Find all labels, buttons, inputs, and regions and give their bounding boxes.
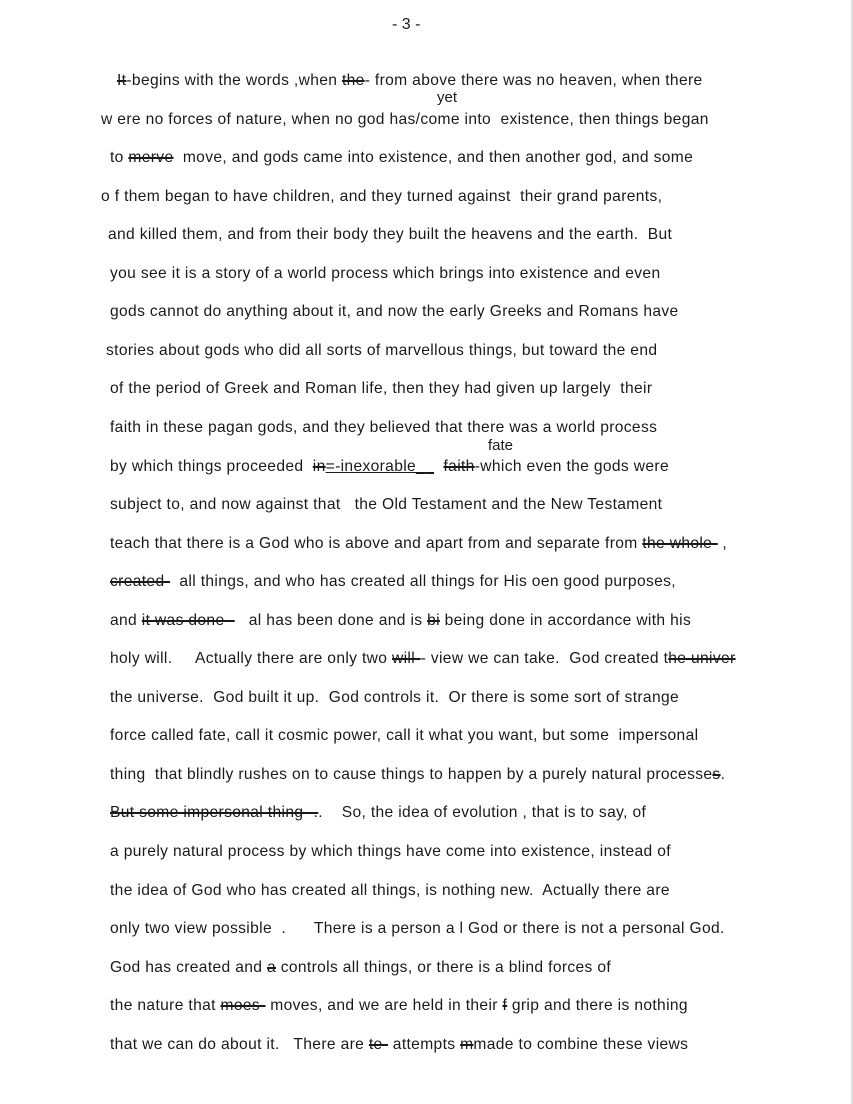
- struck-out-text: bi: [427, 611, 440, 629]
- text-segment: force called fate, call it cosmic power, call it what you want, but some impersonal: [110, 727, 699, 745]
- text-segment: . So, the idea of evolution , that is to say, of: [318, 804, 647, 822]
- text-line: [110, 804, 646, 822]
- text-line: [110, 997, 688, 1015]
- text-segment: to: [110, 149, 129, 167]
- struck-out-text: a: [266, 958, 277, 976]
- text-line: [110, 882, 670, 900]
- text-segment: al has been done and is: [234, 611, 428, 629]
- text-segment: holy will. Actually there are only two: [110, 650, 392, 668]
- struck-out-text: created-: [110, 573, 171, 591]
- interlinear-insertion-fate: fate: [488, 437, 514, 454]
- struck-out-text: merve: [128, 149, 174, 167]
- text-segment: gods cannot do anything about it, and now the early Greeks and Romans have: [110, 303, 679, 321]
- text-segment: the universe. God built it up. God controls it. Or there is some sort of strange: [110, 688, 680, 706]
- struck-out-text: te-: [368, 1035, 389, 1053]
- text-line: [110, 380, 652, 398]
- text-line: [110, 920, 725, 938]
- interlinear-insertion-yet: yet: [437, 89, 458, 106]
- text-line: [110, 458, 669, 476]
- text-line: [110, 612, 691, 630]
- text-segment: you see it is a story of a world process which brings into existence and even: [110, 264, 661, 282]
- text-segment: teach that there is a God who is above and apart from and separate from: [110, 534, 643, 552]
- text-segment: that we can do about it. There are: [110, 1035, 369, 1053]
- text-segment: a purely natural process by which things have come into existence, instead of: [110, 843, 671, 860]
- text-line: [110, 689, 679, 707]
- text-line: [110, 149, 693, 167]
- struck-out-text: s: [712, 765, 721, 783]
- underlined-text: =-inexorable__: [325, 457, 435, 475]
- text-segment: and killed them, and from their body they built the heavens and the earth. But: [108, 226, 673, 244]
- text-line: [110, 727, 698, 745]
- text-line: [106, 342, 657, 360]
- text-segment: of the period of Greek and Roman life, then they had given up largely their: [110, 380, 653, 398]
- struck-out-text: it was done -: [141, 611, 235, 629]
- text-segment: - from above there was no heaven, when there: [364, 72, 703, 89]
- text-segment: grip and there is nothing: [507, 997, 688, 1015]
- text-segment: being done in accordance with his: [439, 611, 692, 629]
- text-segment: -begins with the words ,when: [126, 72, 342, 89]
- text-line: [101, 188, 662, 206]
- text-segment: only two view possible . There is a person a l God or there is not a personal God.: [110, 920, 725, 938]
- struck-out-text: the: [341, 72, 365, 89]
- struck-out-text: moes-: [220, 997, 266, 1015]
- text-segment: the nature that: [110, 997, 221, 1015]
- text-segment: .: [720, 765, 726, 783]
- text-line: [110, 303, 679, 321]
- text-line: [110, 1036, 688, 1054]
- text-segment: o f them began to have children, and they turned against their grand parents,: [101, 187, 663, 205]
- text-segment: thing that blindly rushes on to cause things to happen by a purely natural processe: [110, 765, 713, 783]
- struck-out-text: f: [502, 997, 508, 1015]
- text-segment: all things, and who has created all things for His oen good purposes,: [170, 573, 676, 591]
- text-line: [110, 573, 676, 591]
- text-line: [110, 265, 660, 283]
- text-line: [101, 111, 709, 129]
- struck-out-text: It: [117, 72, 127, 89]
- text-line: [110, 959, 611, 977]
- struck-out-text: in: [312, 457, 326, 475]
- struck-out-text: m: [460, 1035, 474, 1053]
- text-segment: subject to, and now against that the Old Testament and the New Testament: [110, 496, 663, 514]
- text-segment: and: [110, 611, 142, 629]
- struck-out-text: But some impersonal thing -.: [110, 804, 319, 822]
- text-segment: God has created and: [110, 958, 267, 976]
- text-segment: ,: [717, 534, 728, 552]
- text-line: [110, 843, 671, 861]
- text-segment: by which things proceeded: [110, 457, 313, 475]
- text-line: [110, 650, 736, 668]
- text-line: [110, 535, 727, 553]
- text-line: [108, 226, 672, 244]
- text-segment: faith in these pagan gods, and they believed that there was a world process: [110, 418, 658, 436]
- text-line: [110, 496, 662, 514]
- struck-out-text: he univer: [668, 650, 736, 668]
- text-segment: move, and gods came into existence, and then another god, and some: [173, 149, 694, 167]
- text-line: [110, 766, 725, 784]
- text-segment: stories about gods who did all sorts of marvellous things, but toward the end: [106, 341, 658, 359]
- text-segment: attempts: [388, 1035, 461, 1053]
- text-segment: -which even the gods were: [474, 457, 669, 475]
- struck-out-text: will-: [392, 650, 421, 668]
- text-segment: w ere no forces of nature, when no god has/come into existence, then things began: [101, 110, 709, 128]
- text-segment: moves, and we are held in their: [265, 997, 503, 1015]
- text-line: [117, 72, 703, 90]
- page-number: - 3 -: [392, 16, 421, 33]
- text-segment: made to combine these views: [473, 1035, 689, 1053]
- text-line: [110, 419, 657, 437]
- struck-out-text: the whole-: [642, 534, 718, 552]
- text-segment: controls all things, or there is a blind forces of: [276, 958, 612, 976]
- struck-out-text: faith: [443, 457, 475, 475]
- text-segment: - view we can take. God created t: [420, 650, 669, 668]
- text-segment: the idea of God who has created all things, is nothing new. Actually there are: [110, 881, 670, 899]
